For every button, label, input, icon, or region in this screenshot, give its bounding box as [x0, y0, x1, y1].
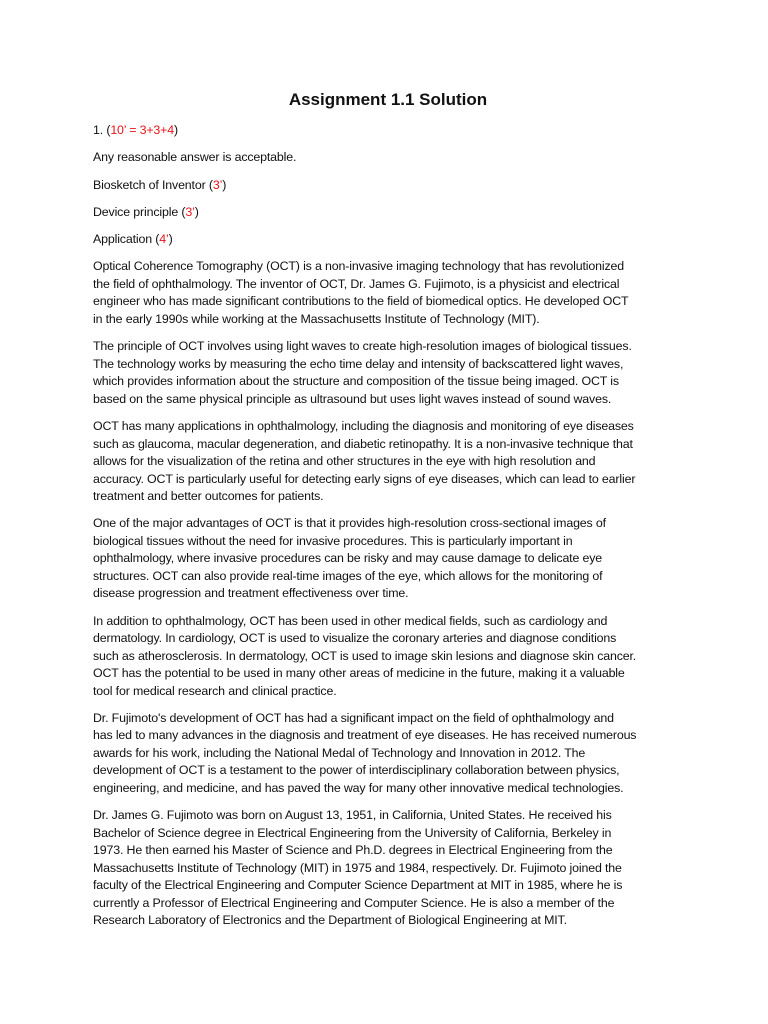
- paragraph-line: OCT has the potential to be used in many other areas of medicine in the future, making it a valuable: [93, 666, 625, 681]
- paragraph-line: structures. OCT can also provide real-time images of the eye, which allows for the monitoring of: [93, 568, 603, 583]
- paragraph-line: Massachusetts Institute of Technology (MIT) in 1975 and 1984, respectively. Dr. Fujimoto joined the: [93, 860, 622, 875]
- paragraph-line: development of OCT is a testament to the power of interdisciplinary collaboration between physics,: [93, 763, 620, 778]
- paragraph-line: Bachelor of Science degree in Electrical Engineering from the University of California, Berkeley in: [93, 825, 612, 840]
- criterion-close: ): [194, 204, 199, 219]
- paragraph-line: engineering, and medicine, and has paved the way for many other innovative medical technologies.: [93, 780, 624, 795]
- question-close: ): [174, 123, 178, 137]
- criterion-item: [93, 177, 683, 195]
- grading-note: Any reasonable answer is acceptable.: [93, 150, 297, 165]
- paragraph: [93, 418, 683, 506]
- paragraph-line: accuracy. OCT is particularly useful for detecting early signs of eye diseases, which can lead to earlier: [93, 471, 636, 486]
- paragraph: [93, 258, 683, 328]
- paragraph-line: The principle of OCT involves using light waves to create high-resolution images of biological tissues.: [93, 339, 632, 354]
- paragraph: [93, 613, 683, 701]
- criterion-label: Device principle (: [93, 204, 186, 219]
- paragraph-line: 1973. He then earned his Master of Science and Ph.D. degrees in Electrical Engineering from the: [93, 843, 613, 858]
- paragraph: [93, 807, 683, 930]
- criterion-close: ): [168, 232, 173, 247]
- paragraph-line: OCT has many applications in ophthalmology, including the diagnosis and monitoring of eye diseases: [93, 419, 634, 434]
- paragraph-line: allows for the visualization of the retina and other structures in the eye with high resolution and: [93, 454, 596, 469]
- paragraph-line: One of the major advantages of OCT is that it provides high-resolution cross-sectional images of: [93, 516, 606, 531]
- paragraph-line: disease progression and treatment effectiveness over time.: [93, 586, 409, 601]
- document-page: [93, 88, 683, 940]
- paragraph-line: awards for his work, including the National Medal of Technology and Innovation in 2012. The: [93, 745, 586, 760]
- body-text: [93, 258, 683, 929]
- paragraph-line: Optical Coherence Tomography (OCT) is a non-invasive imaging technology that has revolutionized: [93, 259, 624, 274]
- paragraph-line: In addition to ophthalmology, OCT has been used in other medical fields, such as cardiology and: [93, 613, 608, 628]
- paragraph: [93, 338, 683, 408]
- paragraph-line: has led to many advances in the diagnosis and treatment of eye diseases. He has received numerous: [93, 728, 637, 743]
- paragraph-line: Dr. James G. Fujimoto was born on August 13, 1951, in California, United States. He received his: [93, 808, 612, 823]
- criterion-item: [93, 231, 683, 249]
- criterion-label: Biosketch of Inventor (: [93, 177, 213, 192]
- paragraph-line: biological tissues without the need for invasive procedures. This is particularly important in: [93, 533, 573, 548]
- paragraph-line: such as glaucoma, macular degeneration, and diabetic retinopathy. It is a non-invasive technique that: [93, 436, 633, 451]
- paragraph-line: tool for medical research and clinical practice.: [93, 683, 337, 698]
- paragraph-line: engineer who has made significant contributions to the field of biomedical optics. He developed OCT: [93, 294, 629, 309]
- paragraph-line: currently a Professor of Electrical Engineering and Computer Science. He is also a member of the: [93, 895, 615, 910]
- paragraph-line: dermatology. In cardiology, OCT is used to visualize the coronary arteries and diagnose conditions: [93, 631, 617, 646]
- paragraph-line: which provides information about the structure and composition of the tissue being imaged. OCT is: [93, 374, 619, 389]
- paragraph-line: Dr. Fujimoto's development of OCT has had a significant impact on the field of ophthalmology and: [93, 710, 614, 725]
- paragraph-line: the field of ophthalmology. The inventor of OCT, Dr. James G. Fujimoto, is a physicist and electrical: [93, 276, 620, 291]
- criterion-points: 3’: [212, 177, 223, 192]
- paragraph-line: such as atherosclerosis. In dermatology, OCT is used to image skin lesions and diagnose skin cancer.: [93, 648, 637, 663]
- paragraph: [93, 710, 683, 798]
- paragraph-line: Research Laboratory of Electronics and the Department of Biological Engineering at MIT.: [93, 913, 567, 928]
- paragraph-line: faculty of the Electrical Engineering and Computer Science Department at MIT in 1985, where he is: [93, 878, 623, 893]
- paragraph-line: treatment and better outcomes for patients.: [93, 489, 324, 504]
- criteria-list: [93, 177, 683, 249]
- criterion-points: 4’: [159, 232, 169, 247]
- question-heading: [93, 122, 683, 140]
- paragraph-line: ophthalmology, where invasive procedures can be risky and may cause damage to delicate eye: [93, 551, 603, 566]
- paragraph-line: in the early 1990s while working at the Massachusetts Institute of Technology (MIT).: [93, 311, 540, 326]
- criterion-label: Application (: [93, 232, 160, 247]
- criterion-item: [93, 204, 683, 222]
- criterion-close: ): [222, 177, 227, 192]
- paragraph: [93, 515, 683, 603]
- question-number: 1. (: [93, 123, 111, 137]
- paragraph-line: based on the same physical principle as ultrasound but uses light waves instead of sound waves.: [93, 391, 612, 406]
- document-title: Assignment 1.1 Solution: [288, 90, 488, 109]
- criterion-points: 3’: [185, 204, 195, 219]
- question-points: 10’ = 3+3+4: [110, 123, 175, 137]
- paragraph-line: The technology works by measuring the echo time delay and intensity of backscattered light waves,: [93, 356, 624, 371]
